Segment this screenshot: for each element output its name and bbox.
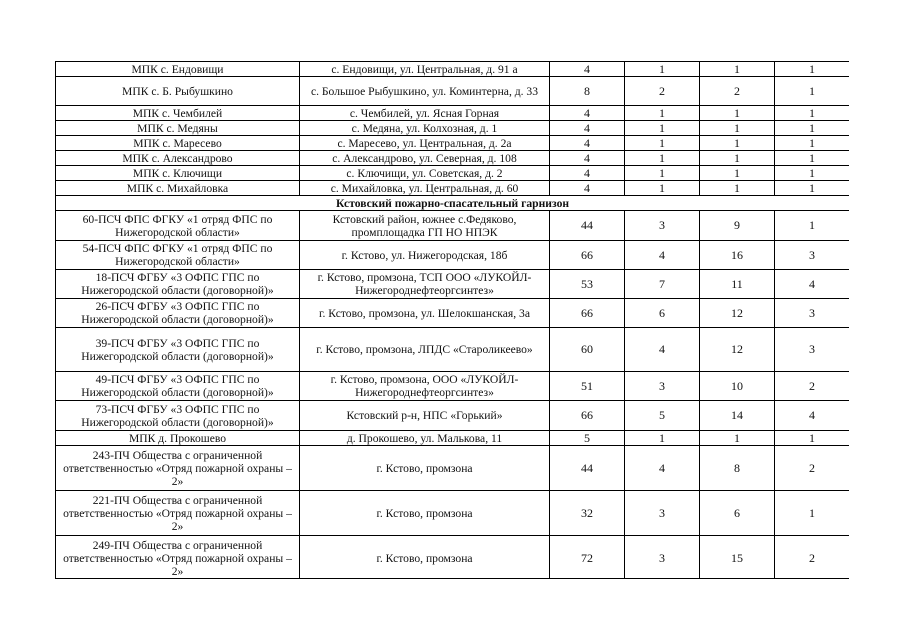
section-title: Кстовский пожарно-спасательный гарнизон: [56, 196, 850, 211]
value-cell-4: 1: [775, 77, 850, 106]
unit-name-cell: 18-ПСЧ ФГБУ «3 ОФПС ГПС по Нижегородской области (договорной)»: [56, 270, 300, 299]
unit-name-cell: МПК с. Александрово: [56, 151, 300, 166]
address-cell: с. Большое Рыбушкино, ул. Коминтерна, д. 33: [300, 77, 550, 106]
value-cell-3: 6: [700, 491, 775, 536]
table-row: [56, 372, 850, 401]
table-row: [56, 446, 850, 491]
value-cell-1: 44: [550, 211, 625, 241]
value-cell-1: 4: [550, 181, 625, 196]
value-cell-1: 51: [550, 372, 625, 401]
value-cell-4: 3: [775, 299, 850, 328]
value-cell-4: 4: [775, 270, 850, 299]
value-cell-2: 5: [625, 401, 700, 431]
value-cell-2: 1: [625, 136, 700, 151]
value-cell-4: 4: [775, 401, 850, 431]
unit-name-cell: МПК д. Прокошево: [56, 431, 300, 446]
value-cell-4: 3: [775, 328, 850, 372]
unit-name-cell: МПК с. Ендовищи: [56, 62, 300, 77]
unit-name-cell: 60-ПСЧ ФПС ФГКУ «1 отряд ФПС по Нижегородской области»: [56, 211, 300, 241]
value-cell-2: 7: [625, 270, 700, 299]
value-cell-2: 4: [625, 241, 700, 270]
value-cell-3: 1: [700, 166, 775, 181]
value-cell-1: 5: [550, 431, 625, 446]
table-viewport: [55, 61, 849, 579]
value-cell-3: 1: [700, 106, 775, 121]
value-cell-3: 15: [700, 536, 775, 580]
unit-name-cell: 26-ПСЧ ФГБУ «3 ОФПС ГПС по Нижегородской области (договорной)»: [56, 299, 300, 328]
table-row: [56, 181, 850, 196]
value-cell-4: 1: [775, 121, 850, 136]
table-row: [56, 166, 850, 181]
value-cell-3: 8: [700, 446, 775, 491]
table-row: [56, 151, 850, 166]
value-cell-1: 72: [550, 536, 625, 580]
address-cell: г. Кстово, ул. Нижегородская, 18б: [300, 241, 550, 270]
address-cell: Кстовский р-н, НПС «Горький»: [300, 401, 550, 431]
value-cell-3: 1: [700, 431, 775, 446]
value-cell-4: 1: [775, 211, 850, 241]
address-cell: д. Прокошево, ул. Малькова, 11: [300, 431, 550, 446]
value-cell-2: 1: [625, 431, 700, 446]
value-cell-4: 1: [775, 106, 850, 121]
address-cell: с. Ключищи, ул. Советская, д. 2: [300, 166, 550, 181]
value-cell-2: 4: [625, 446, 700, 491]
table-row: [56, 106, 850, 121]
value-cell-1: 32: [550, 491, 625, 536]
table-row: [56, 536, 850, 580]
value-cell-1: 4: [550, 106, 625, 121]
value-cell-4: 2: [775, 446, 850, 491]
value-cell-2: 3: [625, 491, 700, 536]
table-row: [56, 491, 850, 536]
unit-name-cell: МПК с. Медяны: [56, 121, 300, 136]
value-cell-4: 2: [775, 372, 850, 401]
table-row: [56, 299, 850, 328]
address-cell: г. Кстово, промзона: [300, 536, 550, 580]
address-cell: с. Маресево, ул. Центральная, д. 2а: [300, 136, 550, 151]
value-cell-2: 3: [625, 211, 700, 241]
value-cell-2: 3: [625, 372, 700, 401]
address-cell: г. Кстово, промзона, ул. Шелокшанская, 3а: [300, 299, 550, 328]
value-cell-4: 2: [775, 536, 850, 580]
table-row: [56, 328, 850, 372]
table-row: [56, 431, 850, 446]
address-cell: с. Михайловка, ул. Центральная, д. 60: [300, 181, 550, 196]
value-cell-4: 1: [775, 166, 850, 181]
value-cell-1: 66: [550, 299, 625, 328]
unit-name-cell: 39-ПСЧ ФГБУ «3 ОФПС ГПС по Нижегородской области (договорной)»: [56, 328, 300, 372]
value-cell-4: 1: [775, 491, 850, 536]
value-cell-1: 66: [550, 241, 625, 270]
value-cell-2: 1: [625, 62, 700, 77]
value-cell-4: 1: [775, 431, 850, 446]
table-row: [56, 270, 850, 299]
value-cell-2: 4: [625, 328, 700, 372]
value-cell-1: 4: [550, 62, 625, 77]
unit-name-cell: 221-ПЧ Общества с ограниченной ответственностью «Отряд пожарной охраны – 2»: [56, 491, 300, 536]
value-cell-2: 1: [625, 181, 700, 196]
table-row: [56, 77, 850, 106]
value-cell-4: 1: [775, 136, 850, 151]
fire-units-table: [55, 61, 849, 579]
value-cell-1: 4: [550, 136, 625, 151]
value-cell-3: 12: [700, 328, 775, 372]
value-cell-3: 14: [700, 401, 775, 431]
value-cell-3: 1: [700, 62, 775, 77]
address-cell: г. Кстово, промзона, ТСП ООО «ЛУКОЙЛ-Нижегороднефтеоргсинтез»: [300, 270, 550, 299]
unit-name-cell: МПК с. Маресево: [56, 136, 300, 151]
address-cell: г. Кстово, промзона, ЛПДС «Староликеево»: [300, 328, 550, 372]
value-cell-1: 66: [550, 401, 625, 431]
table-row: [56, 401, 850, 431]
value-cell-1: 8: [550, 77, 625, 106]
value-cell-3: 10: [700, 372, 775, 401]
table-row: [56, 62, 850, 77]
value-cell-3: 16: [700, 241, 775, 270]
value-cell-2: 1: [625, 106, 700, 121]
value-cell-1: 44: [550, 446, 625, 491]
value-cell-3: 1: [700, 181, 775, 196]
value-cell-1: 4: [550, 166, 625, 181]
value-cell-2: 1: [625, 121, 700, 136]
table-body: [56, 62, 850, 580]
value-cell-4: 1: [775, 181, 850, 196]
unit-name-cell: МПК с. Чембилей: [56, 106, 300, 121]
value-cell-3: 2: [700, 77, 775, 106]
value-cell-1: 60: [550, 328, 625, 372]
table-row: [56, 121, 850, 136]
unit-name-cell: 249-ПЧ Общества с ограниченной ответственностью «Отряд пожарной охраны – 2»: [56, 536, 300, 580]
value-cell-1: 4: [550, 151, 625, 166]
table-row: [56, 211, 850, 241]
value-cell-2: 6: [625, 299, 700, 328]
unit-name-cell: 49-ПСЧ ФГБУ «3 ОФПС ГПС по Нижегородской области (договорной)»: [56, 372, 300, 401]
value-cell-2: 2: [625, 77, 700, 106]
section-header-row: [56, 196, 850, 211]
value-cell-1: 53: [550, 270, 625, 299]
value-cell-3: 1: [700, 151, 775, 166]
address-cell: с. Александрово, ул. Северная, д. 108: [300, 151, 550, 166]
table-row: [56, 241, 850, 270]
value-cell-2: 3: [625, 536, 700, 580]
address-cell: Кстовский район, южнее с.Федяково, промплощадка ГП НО НПЭК: [300, 211, 550, 241]
unit-name-cell: 243-ПЧ Общества с ограниченной ответственностью «Отряд пожарной охраны – 2»: [56, 446, 300, 491]
value-cell-2: 1: [625, 166, 700, 181]
unit-name-cell: МПК с. Михайловка: [56, 181, 300, 196]
value-cell-3: 9: [700, 211, 775, 241]
value-cell-4: 1: [775, 62, 850, 77]
unit-name-cell: 73-ПСЧ ФГБУ «3 ОФПС ГПС по Нижегородской области (договорной)»: [56, 401, 300, 431]
value-cell-4: 1: [775, 151, 850, 166]
value-cell-3: 12: [700, 299, 775, 328]
address-cell: г. Кстово, промзона: [300, 491, 550, 536]
unit-name-cell: 54-ПСЧ ФПС ФГКУ «1 отряд ФПС по Нижегородской области»: [56, 241, 300, 270]
address-cell: с. Чембилей, ул. Ясная Горная: [300, 106, 550, 121]
value-cell-3: 1: [700, 121, 775, 136]
address-cell: с. Ендовищи, ул. Центральная, д. 91 а: [300, 62, 550, 77]
unit-name-cell: МПК с. Ключищи: [56, 166, 300, 181]
value-cell-4: 3: [775, 241, 850, 270]
unit-name-cell: МПК с. Б. Рыбушкино: [56, 77, 300, 106]
value-cell-3: 1: [700, 136, 775, 151]
address-cell: г. Кстово, промзона: [300, 446, 550, 491]
value-cell-1: 4: [550, 121, 625, 136]
value-cell-2: 1: [625, 151, 700, 166]
table-row: [56, 136, 850, 151]
address-cell: г. Кстово, промзона, ООО «ЛУКОЙЛ-Нижегороднефтеоргсинтез»: [300, 372, 550, 401]
value-cell-3: 11: [700, 270, 775, 299]
address-cell: с. Медяна, ул. Колхозная, д. 1: [300, 121, 550, 136]
